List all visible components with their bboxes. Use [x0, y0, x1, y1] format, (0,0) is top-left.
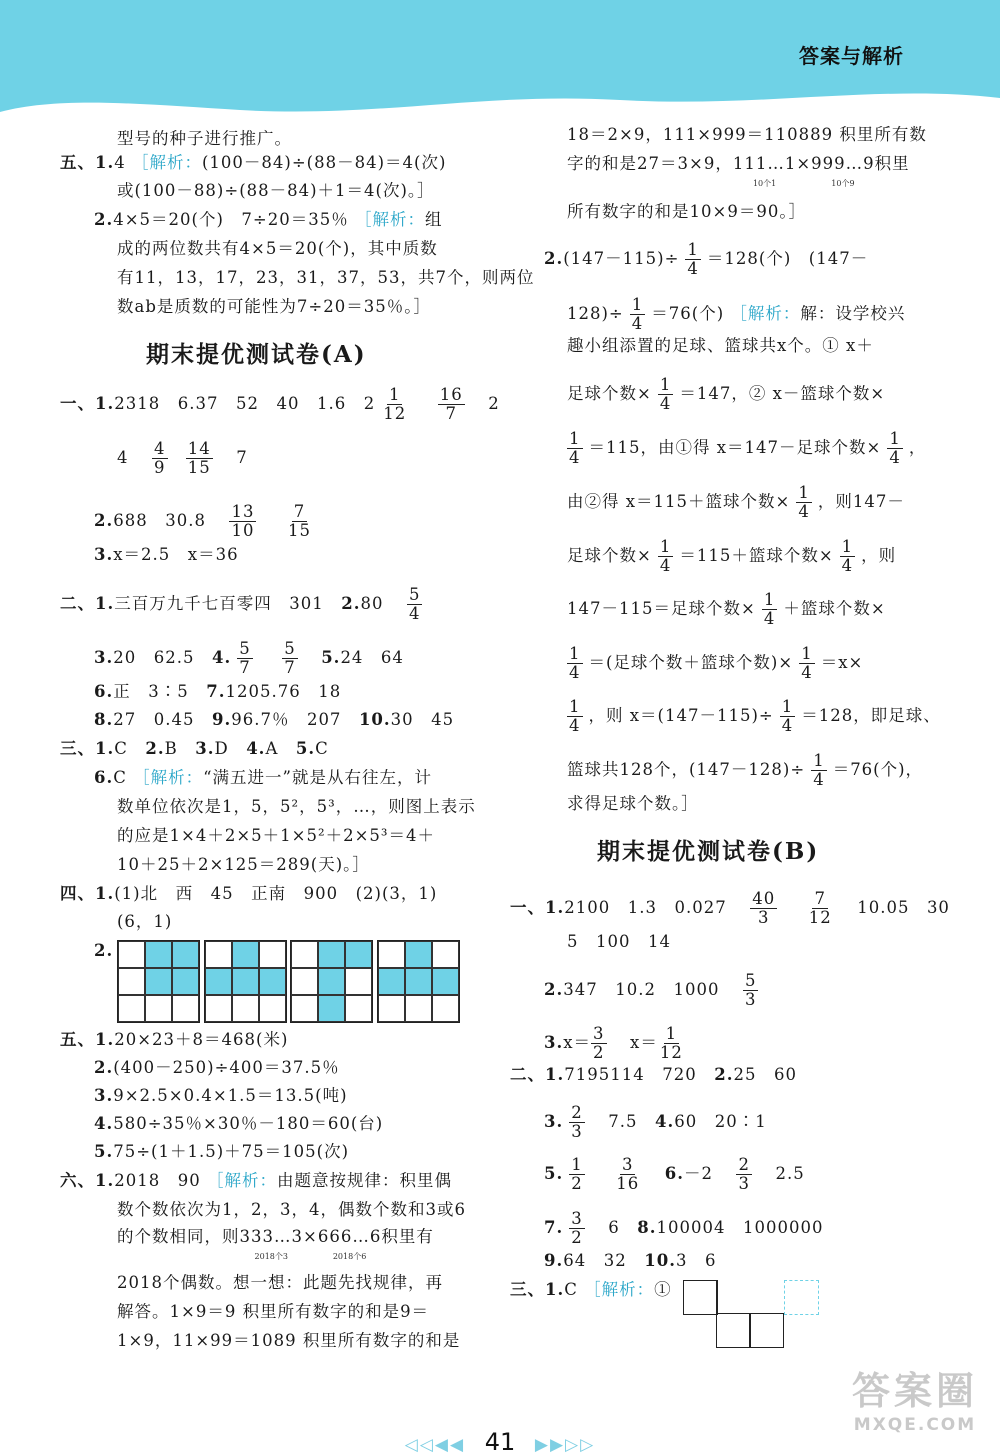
text-line: 9.64 32 10.3 6 [544, 1251, 717, 1270]
fraction: $\frac{1}{4}$ [569, 697, 581, 735]
text-line: 2018个偶数。想一想：此题先找规律，再 [117, 1273, 443, 1292]
fraction: $\frac{1}{4}$ [763, 590, 776, 628]
text-line: $\frac{1}{4}$ ＝(足球个数＋篮球个数)× $\frac{1}{4}$ ＝x× [569, 644, 864, 682]
page-number-bar [0, 1428, 1000, 1456]
text-line: $\frac{1}{4}$ ，则 x＝(147－115)÷ $\frac{1}{4}$ ＝128，即足球、 [569, 697, 941, 735]
fraction: $\frac{2}{3}$ [571, 1103, 583, 1141]
section-title-b: 期末提优测试卷(B) [597, 838, 820, 865]
text-line: 2.347 10.2 1000 $\frac{5}{3}$ [544, 971, 757, 1009]
header-title: 答案与解析 [799, 44, 904, 68]
fraction: $\frac{1}{4}$ [841, 537, 854, 575]
text-line: 18＝2×9，111×999＝110889 积里所有数 [567, 125, 927, 144]
fraction: $\frac{1}{4}$ [781, 697, 794, 735]
watermark-text: 答案圈 [851, 1369, 978, 1413]
text-line: 的个数相同，则333…3 2018个3 ×666…6 2018个6 积里有 [117, 1227, 434, 1261]
fraction: $\frac{2}{3}$ [738, 1155, 750, 1193]
fraction: $\frac{1}{4}$ [569, 429, 581, 467]
text-line: 数单位依次是1，5，5²，5³，…，则图上表示 [117, 797, 476, 816]
grid-figure-4 [377, 940, 460, 1023]
section-title-a: 期末提优测试卷(A) [146, 341, 367, 368]
net-square [716, 1313, 751, 1348]
fraction: $\frac{7}{15}$ [287, 502, 311, 540]
fraction: $\frac{1}{4}$ [801, 644, 813, 682]
text-line: 所有数字的和是10×9＝90。］ [567, 202, 807, 221]
fraction: $\frac{1}{4}$ [687, 240, 699, 278]
text-line: 六、1.2018 90 ［解析：由题意按规律：积里偶 [60, 1171, 452, 1190]
text-line: 2.688 30.8 $\frac{13}{10}$ $\frac{7}{15}$ [94, 502, 311, 540]
fraction: $\frac{1}{4}$ [813, 751, 825, 789]
text-line: 4 $\frac{4}{9}$ $\frac{14}{15}$ 7 [117, 439, 248, 477]
text-line: 趣小组添置的足球、篮球共x个。① x＋ [567, 336, 874, 355]
text-line: 三、1.C ［解析：① [510, 1280, 672, 1299]
text-line: 篮球共128个，(147－128)÷ $\frac{1}{4}$ ＝76(个)， [567, 751, 924, 789]
watermark [852, 1360, 978, 1435]
fraction: $\frac{1}{4}$ [569, 644, 581, 682]
text-line: 足球个数× $\frac{1}{4}$ ＝147，② x－篮球个数× [567, 375, 886, 413]
text-line: 一、1.2100 1.3 0.027 $\frac{40}{3}$ $\frac{7}{12}$ 10.05 30 [510, 889, 950, 927]
text-line: 足球个数× $\frac{1}{4}$ ＝115＋篮球个数× $\frac{1}{4}$ ，则 [567, 537, 897, 575]
underbrace-term: 333…3 2018个3 [239, 1227, 303, 1261]
fraction: $\frac{16}{7}$ [439, 385, 463, 423]
fraction: $\frac{1}{4}$ [659, 375, 672, 413]
fraction: $\frac{13}{10}$ [231, 502, 255, 540]
text-line: 的应是1×4＋2×5＋1×5²＋2×5³＝4＋ [117, 826, 436, 845]
text-line: 解答。1×9＝9 积里所有数字的和是9＝ [117, 1302, 430, 1321]
grid-figure-2 [204, 940, 287, 1023]
text-line: 2. [94, 941, 114, 960]
text-line: 10＋25＋2×125＝289(天)。］ [117, 855, 370, 874]
fraction: $\frac{1}{2}$ [571, 1155, 583, 1193]
text-line: 三、1.C 2.B 3.D 4.A 5.C [60, 739, 329, 758]
fraction: $\frac{3}{2}$ [593, 1024, 605, 1062]
fraction: $\frac{3}{2}$ [571, 1209, 583, 1247]
underbrace-term: 111…1 10个1 [732, 154, 797, 188]
text-line: 3. $\frac{2}{3}$ 7.5 4.60 20∶1 [544, 1103, 767, 1141]
text-line: 3.20 62.5 4. $\frac{5}{7}$ $\frac{5}{7}$ 5.24 64 [94, 639, 404, 677]
text-line: 由②得 x＝115＋篮球个数× $\frac{1}{4}$ ，则147－ [567, 483, 905, 521]
fraction: $\frac{1}{12}$ [383, 385, 407, 423]
net-square [716, 1280, 750, 1314]
grid-figure-1 [117, 940, 200, 1023]
text-line: 6.C ［解析：“满五进一”就是从右往左，计 [94, 768, 432, 787]
text-line: 128)÷ $\frac{1}{4}$ ＝76(个) ［解析：解：设学校兴 [567, 295, 906, 333]
text-line: 6.正 3∶5 7.1205.76 18 [94, 682, 342, 701]
fraction: $\frac{14}{15}$ [187, 439, 211, 477]
text-line: 二、1.7195114 720 2.25 60 [510, 1065, 797, 1084]
text-line: 数个数依次为1，2，3，4，偶数个数和3或6 [117, 1200, 466, 1219]
text-line: 5. $\frac{1}{2}$ $\frac{3}{16}$ 6.－2 $\frac{2}{3}$ 2.5 [544, 1155, 805, 1193]
fraction: $\frac{1}{4}$ [659, 537, 672, 575]
arrows-right-icon: ▶▶▷▷ [534, 1435, 596, 1455]
arrows-left-icon: ◁◁◀◀ [404, 1435, 466, 1455]
text-line: 四、1.(1)北 西 45 正南 900 (2)(3，1) [60, 884, 438, 903]
fraction: $\frac{1}{4}$ [631, 295, 644, 333]
watermark-url: MXQE.COM [853, 1415, 977, 1435]
text-line: 求得足球个数。］ [567, 794, 699, 813]
text-line: 型号的种子进行推广。 [117, 129, 292, 148]
page-number: 41 [484, 1428, 516, 1456]
text-line: 147－115＝足球个数× $\frac{1}{4}$ ＋篮球个数× [567, 590, 886, 628]
net-square [749, 1313, 784, 1348]
underbrace-term: 666…6 2018个6 [317, 1227, 382, 1261]
text-line: (6，1) [117, 912, 173, 931]
text-line: 有11，13，17，23，31，37，53，共7个，则两位 [117, 268, 535, 287]
fraction: $\frac{5}{3}$ [744, 971, 757, 1009]
underbrace-term: 999…9 10个9 [811, 154, 875, 188]
text-line: 3.9×2.5×0.4×1.5＝13.5(吨) [94, 1086, 348, 1105]
text-line: 五、1.4 ［解析：(100－84)÷(88－84)＝4(次) [60, 153, 447, 172]
text-line: 5 100 14 [567, 932, 671, 951]
text-line: 2.(147－115)÷ $\frac{1}{4}$ ＝128(个) (147－ [544, 240, 869, 278]
dashed-square [784, 1280, 819, 1315]
text-line: 4.580÷35％×30％－180＝60(台) [94, 1114, 384, 1133]
fraction: $\frac{1}{4}$ [889, 429, 901, 467]
fraction: $\frac{5}{7}$ [284, 639, 296, 677]
fraction: $\frac{40}{3}$ [752, 889, 776, 927]
fraction: $\frac{1}{12}$ [659, 1024, 683, 1062]
text-line: 8.27 0.45 9.96.7％ 207 10.30 45 [94, 710, 455, 729]
fraction: $\frac{1}{4}$ [798, 483, 810, 521]
text-line: 字的和是27＝3×9，111…1 10个1 ×999…9 10个9 积里 [567, 154, 910, 188]
fraction: $\frac{4}{9}$ [154, 439, 166, 477]
text-line: 7. $\frac{3}{2}$ 6 8.100004 1000000 [544, 1209, 824, 1247]
text-line: 五、1.20×23＋8＝468(米) [60, 1030, 289, 1049]
text-line: 一、1.2318 6.37 52 40 1.6 2 $\frac{1}{12}$ $\frac{16}{7}$ 2 [60, 385, 500, 423]
text-line: 数ab是质数的可能性为7÷20＝35％。］ [117, 297, 431, 316]
text-line: 5.75÷(1＋1.5)＋75＝105(次) [94, 1142, 350, 1161]
text-line: 二、1.三百万九千七百零四 301 2.80 $\frac{5}{4}$ [60, 585, 421, 623]
text-line: 2.(400－250)÷400＝37.5％ [94, 1058, 340, 1077]
text-line: 1×9，11×99＝1089 积里所有数字的和是 [117, 1331, 461, 1350]
fraction: $\frac{7}{12}$ [808, 889, 832, 927]
text-line: $\frac{1}{4}$ ＝115，由①得 x＝147－足球个数× $\frac{1}{4}$ ， [569, 429, 927, 467]
grid-figure-3 [290, 940, 373, 1023]
text-line: 成的两位数共有4×5＝20(个)，其中质数 [117, 239, 438, 258]
text-line: 或(100－88)÷(88－84)＋1＝4(次)。］ [117, 181, 435, 200]
net-square [683, 1280, 718, 1315]
text-line: 3.x＝ $\frac{3}{2}$ x＝ $\frac{1}{12}$ [544, 1024, 683, 1062]
fraction: $\frac{5}{7}$ [239, 639, 251, 677]
fraction: $\frac{3}{16}$ [616, 1155, 640, 1193]
fraction: $\frac{5}{4}$ [408, 585, 421, 623]
text-line: 3.x＝2.5 x＝36 [94, 545, 239, 564]
text-line: 2.4×5＝20(个) 7÷20＝35％ ［解析：组 [94, 210, 443, 229]
